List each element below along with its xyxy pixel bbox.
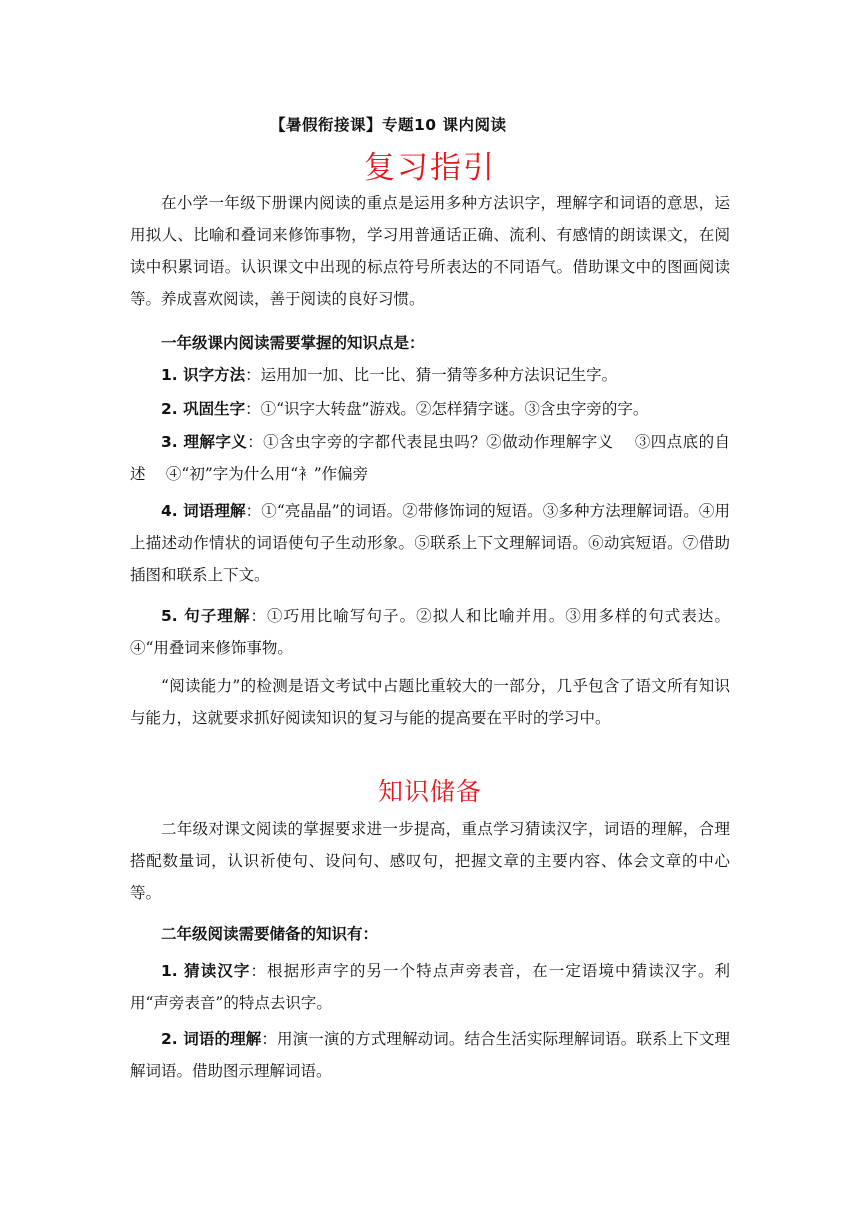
review-item-text: ：①“亮晶晶”的词语。②带修饰词的短语。③多种方法理解词语。④用上描述动作情状的词语使句子生动形象。⑤联系上下文理解词语。⑥动宾短语。⑦借助插图和联系上下文。 bbox=[130, 502, 730, 584]
review-item bbox=[130, 495, 730, 591]
knowledge-intro-paragraph: 二年级对课文阅读的掌握要求进一步提高，重点学习猜读汉字，词语的理解，合理搭配数量词，认识祈使句、设问句、感叹句，把握文章的主要内容、体会文章的中心等。 bbox=[130, 820, 730, 902]
review-closing-paragraph: “阅读能力”的检测是语文考试中占题比重较大的一部分，几乎包含了语文所有知识与能力，这就要求抓好阅读知识的复习与能的提高要在平时的学习中。 bbox=[130, 677, 730, 727]
review-item bbox=[130, 426, 730, 490]
review-item-label: 3. 理解字义 bbox=[161, 433, 248, 451]
review-item-text: ：①“识字大转盘”游戏。②怎样猜字谜。③含虫字旁的字。 bbox=[245, 400, 649, 418]
review-item bbox=[130, 393, 730, 425]
review-item-label: 2. 巩固生字 bbox=[161, 400, 246, 418]
knowledge-reserve-heading: 知识储备 bbox=[377, 777, 482, 806]
review-item-text: ：①巧用比喻写句子。②拟人和比喻并用。③用多样的句式表达。④“用叠词来修饰事物。 bbox=[130, 607, 730, 657]
review-item-label: 5. 句子理解 bbox=[161, 607, 251, 625]
review-points-heading: 一年级课内阅读需要掌握的知识点是： bbox=[161, 334, 425, 352]
knowledge-item bbox=[130, 955, 730, 1019]
knowledge-item-label: 2. 词语的理解 bbox=[161, 1030, 262, 1048]
knowledge-item-text: ：根据形声字的另一个特点声旁表音，在一定语境中猜读汉字。利用“声旁表音”的特点去识字。 bbox=[130, 962, 730, 1012]
knowledge-points-heading: 二年级阅读需要储备的知识有： bbox=[161, 925, 379, 943]
review-item-label: 1. 识字方法 bbox=[161, 366, 246, 384]
knowledge-item bbox=[130, 1023, 730, 1087]
review-item-text: ：①含虫字旁的字都代表昆虫吗？②做动作理解字义 ③四点底的自述 ④“初”字为什么用“衤”作偏旁 bbox=[130, 433, 730, 483]
review-intro-paragraph: 在小学一年级下册课内阅读的重点是运用多种方法识字，理解字和词语的意思，运用拟人、比喻和叠词来修饰事物，学习用普通话正确、流利、有感情的朗读课文，在阅读中积累词语。认识课文中出现的标点符号所表达的不同语气。借助课文中的图画阅读等。养成喜欢阅读，善于阅读的良好习惯。 bbox=[130, 194, 730, 308]
review-item bbox=[130, 600, 730, 664]
review-item bbox=[130, 359, 730, 391]
review-item-text: ：运用加一加、比一比、猜一猜等多种方法识记生字。 bbox=[245, 366, 618, 384]
document-title: 【暑假衔接课】专题10 课内阅读 bbox=[270, 116, 507, 134]
knowledge-item-label: 1. 猜读汉字 bbox=[161, 962, 251, 980]
review-guide-heading: 复习指引 bbox=[364, 150, 496, 186]
review-item-label: 4. 词语理解 bbox=[161, 502, 246, 520]
knowledge-item-text: ：用演一演的方式理解动词。结合生活实际理解词语。联系上下文理解词语。借助图示理解词语。 bbox=[130, 1030, 730, 1080]
